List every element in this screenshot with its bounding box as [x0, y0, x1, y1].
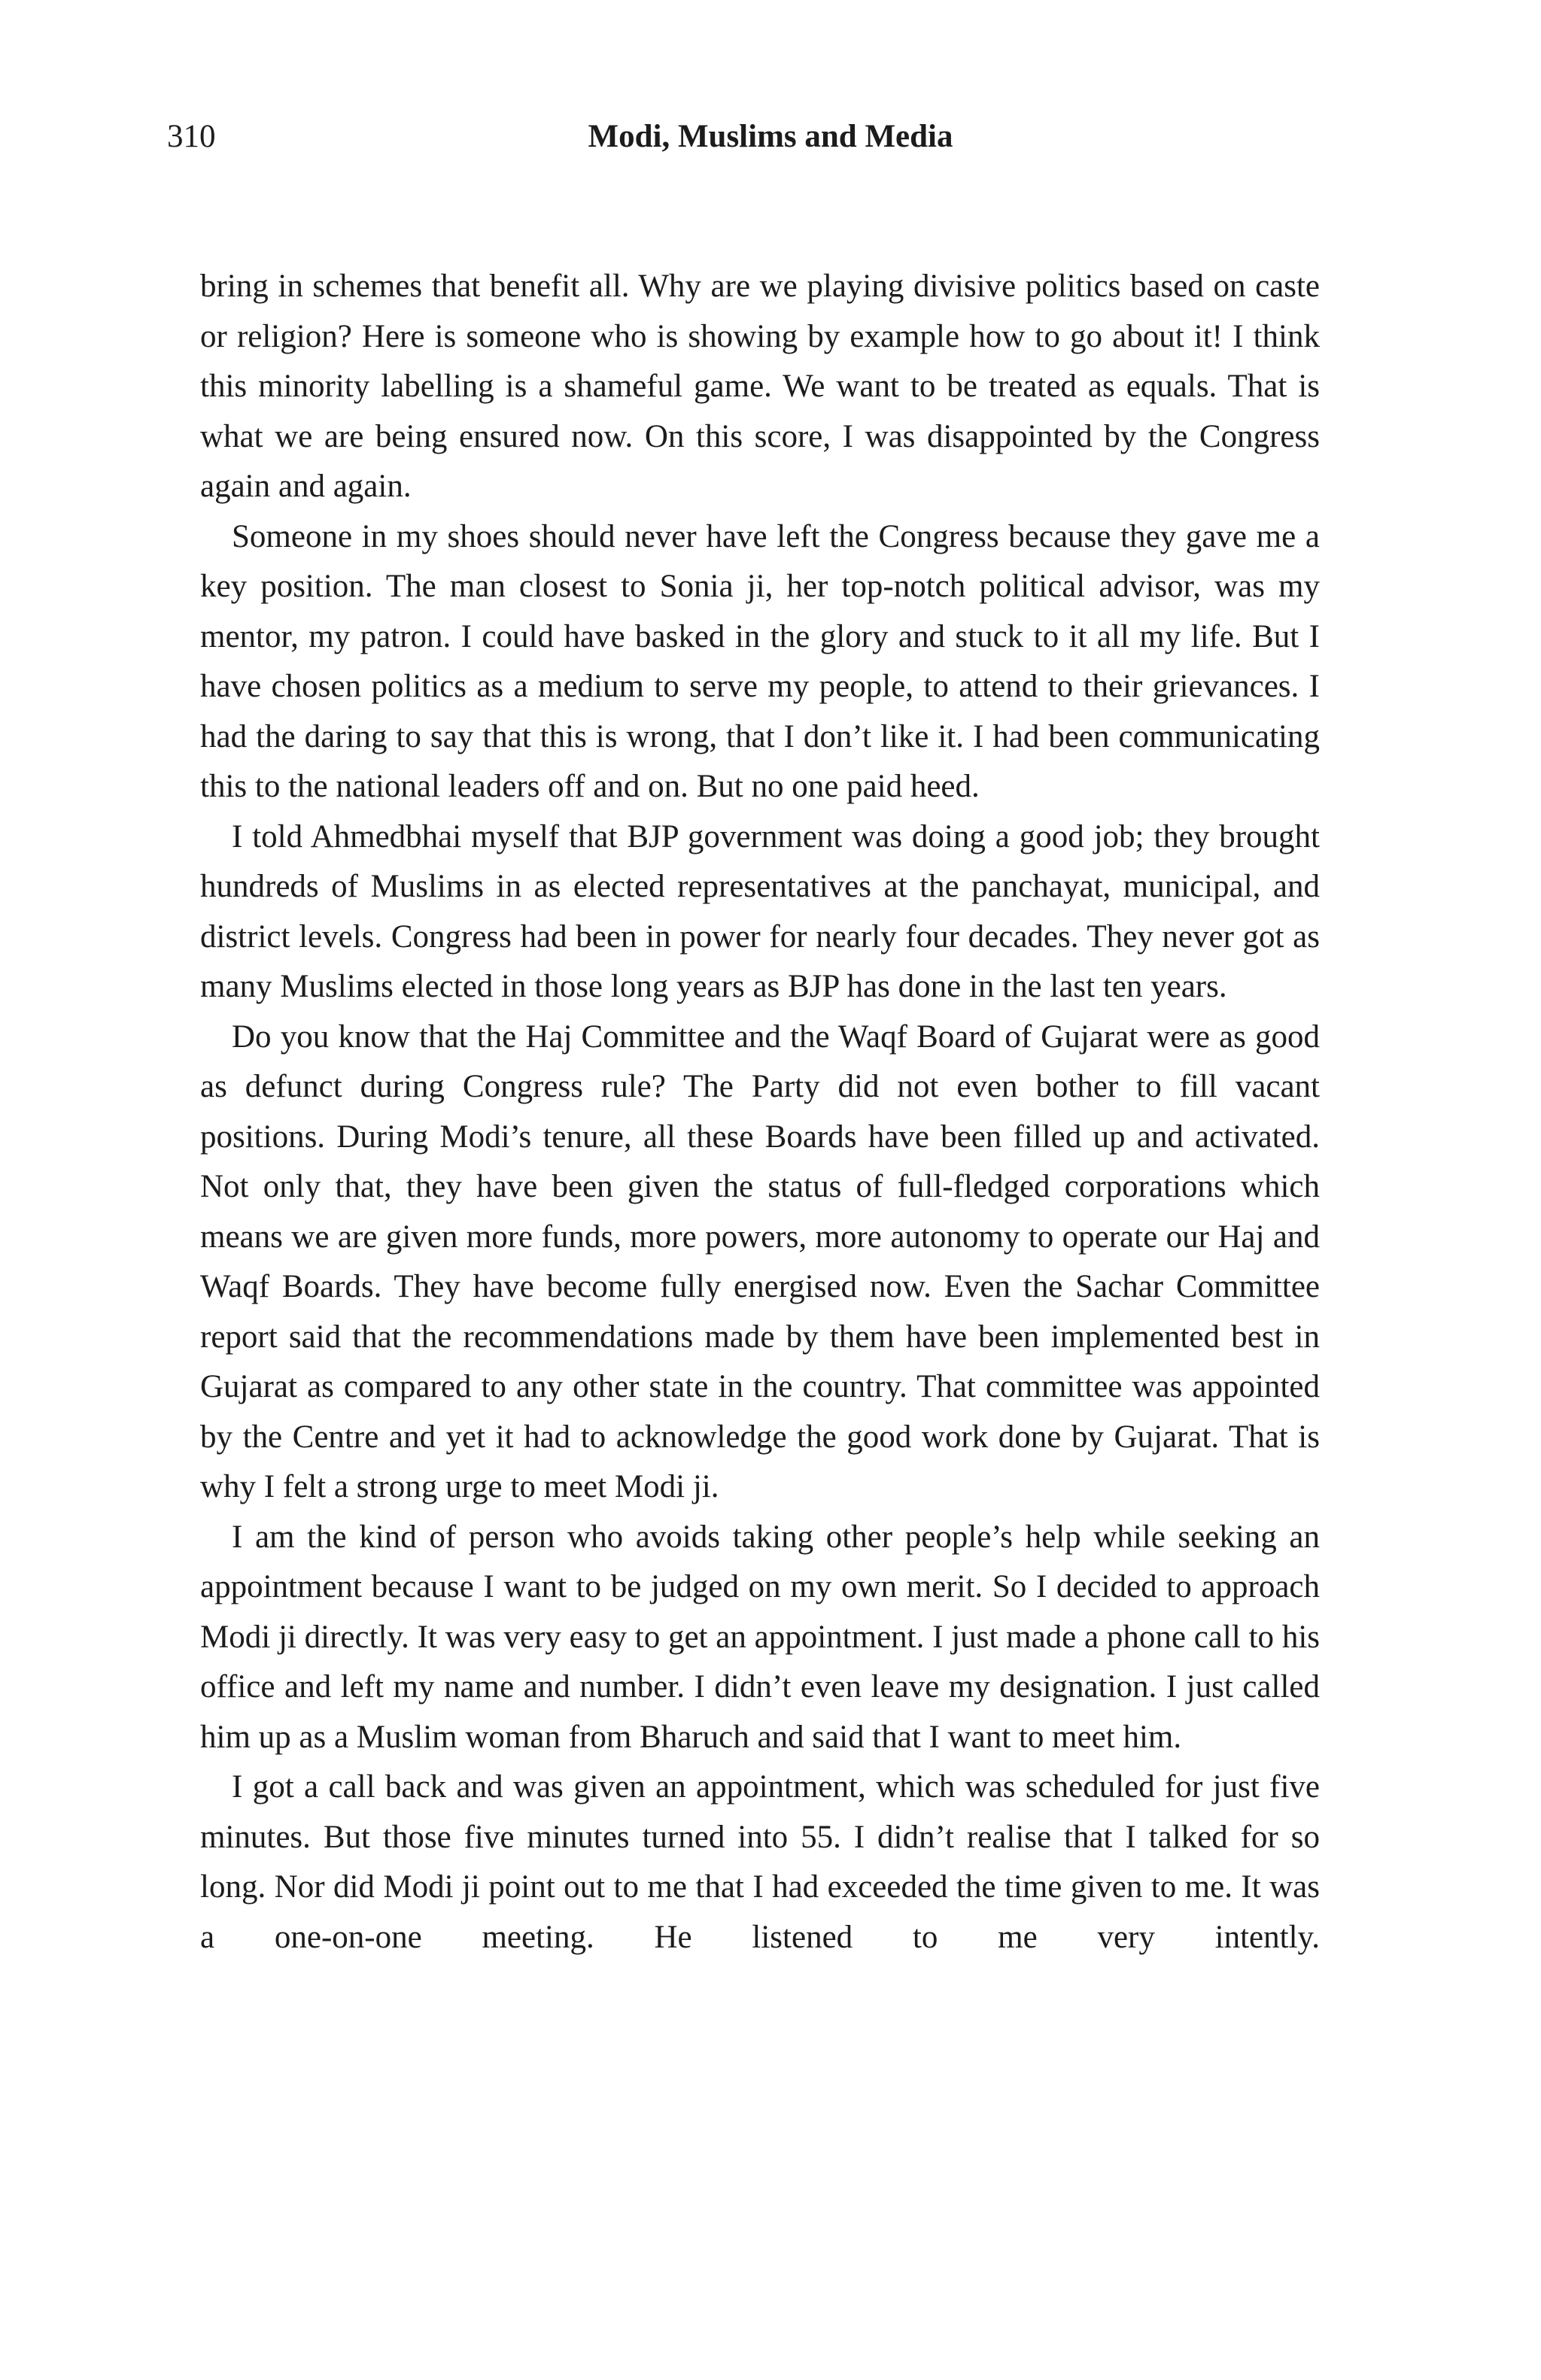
paragraph-haj-committee: Do you know that the Haj Committee and the Waqf Board of Gujarat were as good as defunct during Congress rule? The Party did not even bother to fill vacant positions. During Modi’s tenure, all these Boards have been filled up and activated. Not only that, they have been given the status of full-fledged corporations which means we are given more funds, more powers, more autonomy to operate our Haj and Waqf Boards. They have become fully energised now. Even the Sachar Committee report said that the recommendations made by them have been implemented best in Gujarat as compared to any other state in the country. That committee was appointed by the Centre and yet it had to acknowledge the good work done by Gujarat. That is why I felt a strong urge to meet Modi ji.: [200, 1018, 1320, 1504]
paragraph-congress: Someone in my shoes should never have left the Congress because they gave me a key position. The man closest to Sonia ji, her top-notch political advisor, was my mentor, my patron. I could have basked in the glory and stuck to it all my life. But I have chosen politics as a medium to serve my people, to attend to their grievances. I had the daring to say that this is wrong, that I don’t like it. I had been communicating this to the national leaders off and on. But no one paid heed.: [200, 518, 1320, 804]
paragraph-meeting: I got a call back and was given an appointment, which was scheduled for just five minutes. But those five minutes turned into 55. I didn’t realise that I talked for so long. Nor did Modi ji point out to me that I had exceeded the time given to me. It was a one-on-one meeting. He listened to me very intently.: [200, 1769, 1320, 1955]
page-number: 310: [167, 119, 216, 154]
body-text: [200, 262, 1320, 1963]
book-title: Modi, Muslims and Media: [588, 119, 953, 154]
paragraph-appointment: I am the kind of person who avoids taking other people’s help while seeking an appointment because I want to be judged on my own merit. So I decided to approach Modi ji directly. It was very easy to get an appointment. I just made a phone call to his office and left my name and number. I didn’t even leave my designation. I just called him up as a Muslim woman from Bharuch and said that I want to meet him.: [200, 1519, 1320, 1755]
paragraph-continuation: bring in schemes that benefit all. Why are we playing divisive politics based on caste or religion? Here is someone who is showing by example how to go about it! I think this minority labelling is a shameful game. We want to be treated as equals. That is what we are being ensured now. On this score, I was disappointed by the Congress again and again.: [200, 269, 1320, 504]
paragraph-ahmedbhai: I told Ahmedbhai myself that BJP government was doing a good job; they brought hundreds of Muslims in as elected representatives at the panchayat, municipal, and district levels. Congress had been in power for nearly four decades. They never got as many Muslims elected in those long years as BJP has done in the last ten years.: [200, 818, 1320, 1004]
running-head: [0, 114, 1541, 159]
